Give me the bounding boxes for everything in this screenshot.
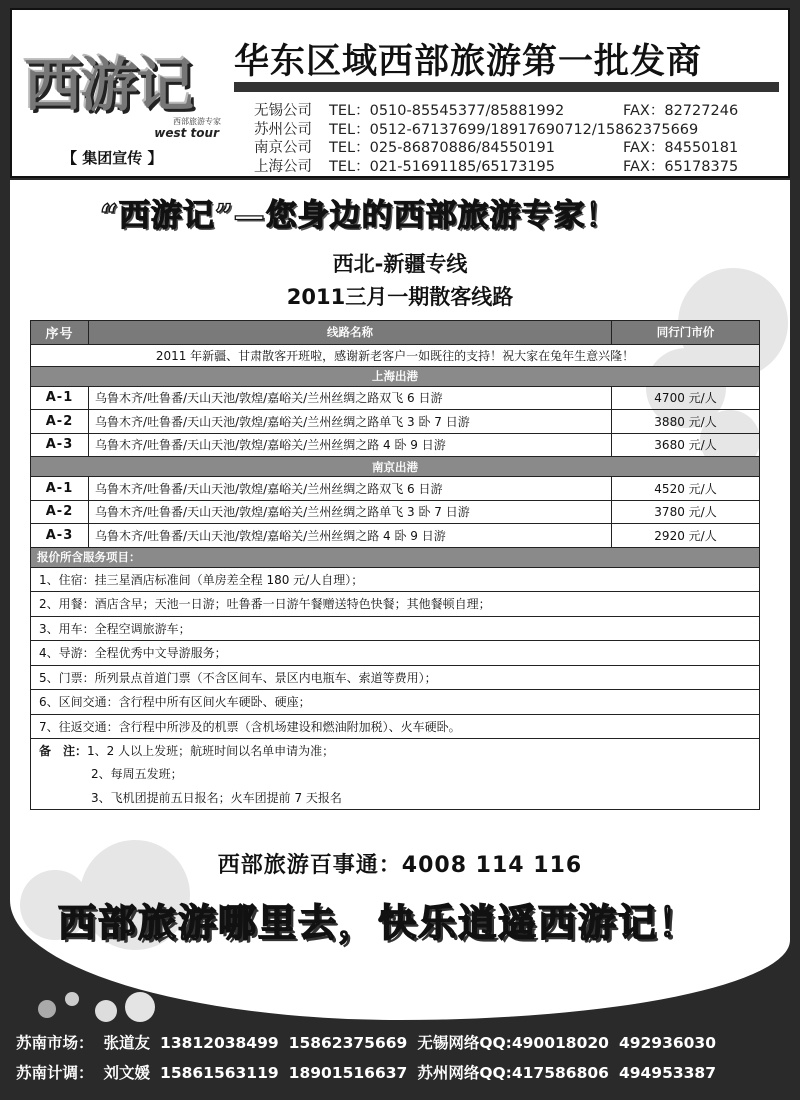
service-item: 6、区间交通：含行程中所有区间火车硬卧、硬座； [31,690,760,715]
table-row [31,524,760,548]
footer-contact-name: 张道友 [103,1034,151,1052]
contact-tel: TEL：025-86870886/84550191 [329,140,555,156]
contact-fax: FAX：65178375 [623,158,739,175]
section-header [31,457,760,477]
service-row [31,641,760,666]
table-row [31,433,760,457]
section-title: 南京出港 [31,457,760,477]
intro-text: 2011 年新疆、甘肃散客开班啦，感谢新老客户一如既往的支持！祝大家在兔年生意兴隆！ [31,344,760,366]
table-row [31,410,760,434]
intro-row [31,344,760,366]
decor-bubble [125,992,155,1022]
service-row [31,690,760,715]
footer-phone: 15861563119 [160,1064,279,1082]
route-name: 乌鲁木齐/吐鲁番/天山天池/敦煌/嘉峪关/兰州丝绸之路 4 卧 9 日游 [89,433,612,457]
contact-row [254,158,784,177]
route-price: 4520 元/人 [612,477,760,501]
route-name: 乌鲁木齐/吐鲁番/天山天池/敦煌/嘉峪关/兰州丝绸之路双飞 6 日游 [89,386,612,410]
remark-item: 2、每周五发班； [31,762,760,786]
logo-text: 西游记 [24,51,193,119]
table-row [31,477,760,501]
footer-qq: 苏州网络QQ:417586806 [417,1064,609,1082]
service-row [31,616,760,641]
remark-label: 备 注： [39,744,88,758]
footer-phone: 15862375669 [288,1034,408,1052]
main-content [10,180,790,1020]
contact-fax: FAX：82727246 [623,103,739,119]
route-price: 3680 元/人 [612,433,760,457]
footer-row-operator [16,1061,726,1083]
services-title: 报价所含服务项目： [31,547,760,567]
bottom-slogan: 西部旅游哪里去，快乐逍遥西游记！ [58,900,699,945]
footer-qq: 494953387 [618,1064,717,1082]
service-item: 5、门票：所列景点首道门票（不含区间车、景区内电瓶车、索道等费用）； [31,665,760,690]
slogan: “西游记”—您身边的西部旅游专家！ [100,198,618,234]
service-row [31,665,760,690]
route-price: 3780 元/人 [612,500,760,524]
service-item: 7、往返交通：含行程中所涉及的机票（含机场建设和燃油附加税）、火车硬卧。 [31,714,760,739]
route-name: 乌鲁木齐/吐鲁番/天山天池/敦煌/嘉峪关/兰州丝绸之路单飞 3 卧 7 日游 [89,410,612,434]
route-name: 乌鲁木齐/吐鲁番/天山天池/敦煌/嘉峪关/兰州丝绸之路双飞 6 日游 [89,477,612,501]
contact-row [254,102,784,121]
col-no: 序号 [31,321,89,345]
logo-english: west tour [154,126,219,140]
route-price: 3880 元/人 [612,410,760,434]
decor-bubble [38,1000,56,1018]
remark-item: 3、飞机团提前五日报名；火车团提前 7 天报名 [31,786,760,810]
remark-row [31,762,760,786]
header [10,8,790,178]
logo-subtitle: 西部旅游专家 [173,117,221,126]
service-row [31,567,760,592]
main-title: 华东区域西部旅游第一批发商 [234,42,703,82]
col-name: 线路名称 [89,321,612,345]
col-price: 同行门市价 [612,321,760,345]
logo [20,30,225,140]
contact-company: 南京公司 [254,140,312,156]
service-item: 4、导游：全程优秀中文导游服务； [31,641,760,666]
contact-list [254,102,784,176]
footer-label: 苏南市场： [16,1034,94,1052]
footer-contact-name: 刘文媛 [103,1064,151,1082]
route-price: 2920 元/人 [612,524,760,548]
footer-label: 苏南计调： [16,1064,94,1082]
table-row [31,500,760,524]
route-subtitle: 2011三月一期散客线路 [286,285,514,309]
remark-text: 1、2 人以上发班；航班时间以名单申请为准； [87,744,335,758]
service-item: 2、用餐：酒店含早；天池一日游；吐鲁番一日游午餐赠送特色快餐；其他餐顿自理； [31,592,760,617]
route-code: A-3 [31,433,89,457]
title-underline [234,82,779,92]
section-title: 上海出港 [31,366,760,386]
route-title: 西北-新疆专线 [332,252,468,276]
route-name: 乌鲁木齐/吐鲁番/天山天池/敦煌/嘉峪关/兰州丝绸之路单飞 3 卧 7 日游 [89,500,612,524]
service-row [31,592,760,617]
section-header [31,366,760,386]
hotline: 西部旅游百事通：4008 114 116 [217,853,583,878]
route-name: 乌鲁木齐/吐鲁番/天山天池/敦煌/嘉峪关/兰州丝绸之路 4 卧 9 日游 [89,524,612,548]
table-header [31,321,760,345]
service-item: 3、用车：全程空调旅游车； [31,616,760,641]
group-promo-label: 【 集团宣传 】 [62,149,163,167]
decor-bubble [65,992,79,1006]
footer [0,1025,800,1100]
service-item: 1、住宿：挂三星酒店标准间（单房差全程 180 元/人自理）； [31,567,760,592]
route-code: A-3 [31,524,89,548]
remark-row [31,786,760,810]
service-row [31,714,760,739]
contact-company: 无锡公司 [254,103,312,119]
contact-row [254,121,784,140]
contact-company: 上海公司 [254,158,312,175]
contact-fax: FAX：84550181 [623,140,739,156]
contact-row [254,139,784,158]
route-code: A-2 [31,410,89,434]
services-header [31,547,760,567]
decor-bubble [95,1000,117,1022]
route-code: A-1 [31,386,89,410]
footer-row-market [16,1031,726,1053]
footer-qq: 492936030 [618,1034,717,1052]
remark-item [31,739,760,763]
footer-phone: 18901516637 [288,1064,408,1082]
route-code: A-2 [31,500,89,524]
route-price: 4700 元/人 [612,386,760,410]
route-table [30,320,760,810]
route-code: A-1 [31,477,89,501]
contact-tel: TEL：0512-67137699/18917690712/15862375669 [329,121,699,138]
contact-tel: TEL：021-51691185/65173195 [329,158,555,175]
remark-row [31,739,760,763]
contact-tel: TEL：0510-85545377/85881992 [329,103,565,119]
contact-company: 苏州公司 [254,121,312,138]
footer-qq: 无锡网络QQ:490018020 [417,1034,609,1052]
table-row [31,386,760,410]
footer-phone: 13812038499 [160,1034,279,1052]
